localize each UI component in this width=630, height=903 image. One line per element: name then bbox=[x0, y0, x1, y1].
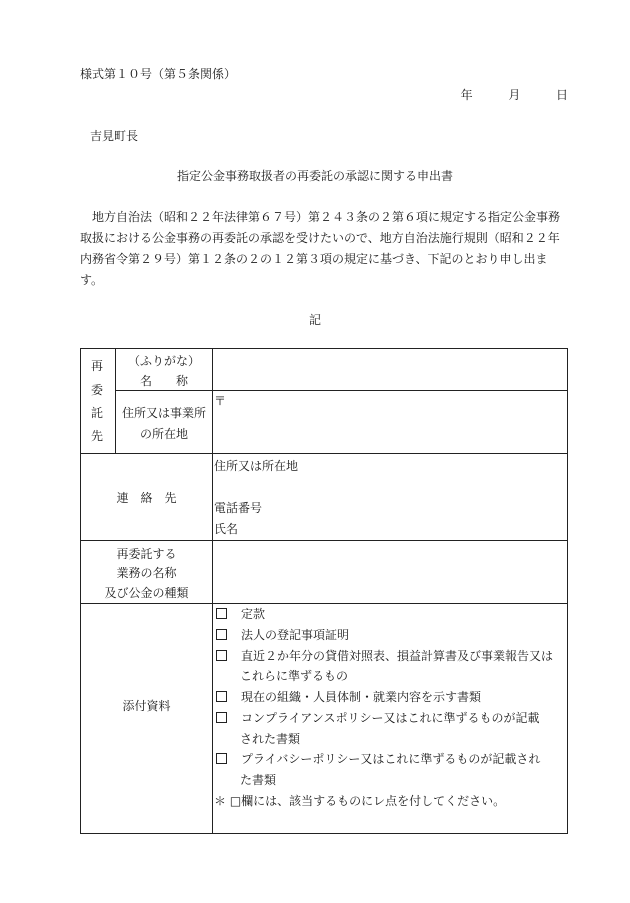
subcontractor-label-char: 託 bbox=[91, 406, 104, 420]
date-year: 年 bbox=[460, 88, 473, 102]
ki-heading: 記 bbox=[308, 313, 321, 327]
attachment-text: 現在の組織・人員体制・就業内容を示す書類 bbox=[241, 690, 482, 704]
attachment-text: 直近２か年分の貸借対照表、損益計算書及び事業報告又は bbox=[241, 649, 554, 663]
date-line bbox=[461, 86, 568, 103]
contact-phone-label: 電話番号 bbox=[214, 501, 263, 515]
contact-name-label: 氏名 bbox=[214, 522, 239, 536]
subcontractor-label-char: 委 bbox=[91, 383, 104, 397]
contact-label: 連 絡 先 bbox=[116, 491, 177, 505]
attachment-text-cont: された書類 bbox=[240, 732, 301, 746]
body-paragraph: 地方自治法（昭和２２年法律第６７号）第２４３条の２第６項に規定する指定公金事務取扱における公金事務の再委託の承認を受けたいので、地方自治法施行規則（昭和２２年内務省令第２９号）第１２条の２の１２第３項の規定に基づき、下記のとおり申し出ます。 bbox=[80, 210, 561, 287]
checkbox-icon[interactable] bbox=[216, 712, 227, 723]
attachment-text: コンプライアンスポリシー又はこれに準ずるものが記載 bbox=[241, 711, 540, 725]
attachment-text: 定款 bbox=[241, 607, 266, 621]
checkbox-icon[interactable] bbox=[216, 608, 227, 619]
attachment-text: 法人の登記事項証明 bbox=[241, 628, 350, 642]
address-label: 住所又は事業所 bbox=[121, 406, 206, 420]
attachment-item bbox=[214, 605, 265, 622]
attachment-text-cont: た書類 bbox=[240, 773, 277, 787]
date-month: 月 bbox=[508, 88, 521, 102]
checkbox-icon[interactable] bbox=[216, 691, 227, 702]
contact-address-label: 住所又は所在地 bbox=[214, 459, 299, 473]
attachment-text-cont: これらに準ずるもの bbox=[240, 669, 349, 683]
date-day: 日 bbox=[555, 88, 568, 102]
document-title: 指定公金事務取扱者の再委託の承認に関する申出書 bbox=[176, 169, 453, 183]
furigana-label: （ふりがな） bbox=[127, 354, 200, 368]
attachment-item bbox=[214, 688, 481, 705]
addressee: 吉見町長 bbox=[90, 129, 139, 143]
business-label-3: 及び公金の種類 bbox=[104, 586, 189, 600]
postal-mark: 〒 bbox=[214, 394, 227, 408]
column-divider bbox=[212, 348, 213, 834]
row-divider bbox=[80, 540, 568, 541]
checkbox-icon[interactable] bbox=[216, 753, 227, 764]
address-label-2: の所在地 bbox=[139, 427, 188, 441]
attachment-text: プライバシーポリシー又はこれに準ずるものが記載され bbox=[241, 752, 541, 766]
form-number: 様式第１０号（第５条関係） bbox=[80, 67, 237, 81]
subcontractor-label-char: 再 bbox=[91, 359, 104, 373]
attachment-item bbox=[214, 750, 540, 767]
attachment-item bbox=[214, 647, 553, 664]
attachment-item bbox=[214, 626, 349, 643]
checkbox-icon[interactable] bbox=[216, 629, 227, 640]
business-label-2: 業務の名称 bbox=[116, 566, 177, 580]
checkbox-note: ＊ □欄には、該当するものにレ点を付してください。 bbox=[214, 794, 506, 808]
row-divider bbox=[80, 603, 568, 604]
attachments-label: 添付資料 bbox=[122, 699, 171, 713]
name-label: 名 称 bbox=[139, 374, 188, 388]
checkbox-icon[interactable] bbox=[216, 650, 227, 661]
row-divider bbox=[80, 453, 568, 454]
business-label: 再委託する bbox=[116, 547, 177, 561]
subcontractor-label-char: 先 bbox=[91, 429, 104, 443]
attachment-item bbox=[214, 709, 539, 726]
row-divider bbox=[115, 390, 568, 391]
